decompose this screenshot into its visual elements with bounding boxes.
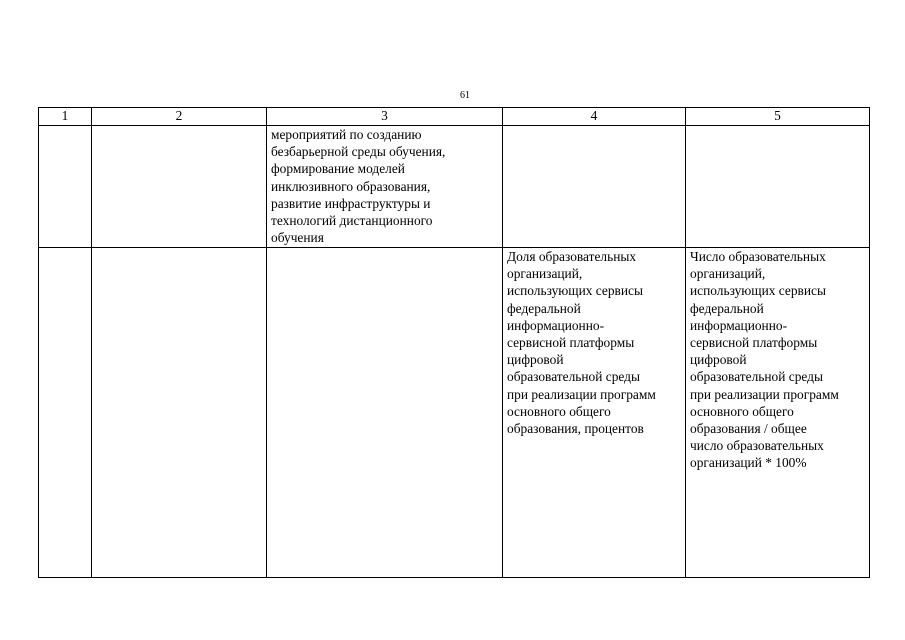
activity-description-continued: мероприятий по созданию безбарьерной среды обучения, формирование моделей инклюзивного образования, развитие инфраструктуры и технологий дистанционного обучения [271, 127, 446, 246]
table-cell [92, 248, 267, 578]
indicator-name: Доля образовательных организаций, использующих сервисы федеральной информационно- сервисной платформы цифровой образовательной среды при реализации программ основного общего образования, процентов [507, 249, 656, 437]
table-header-row [39, 108, 870, 126]
column-number-4: 4 [503, 108, 686, 126]
table-cell [686, 248, 870, 578]
table-row [39, 126, 870, 248]
indicator-table [38, 107, 870, 578]
table-cell [92, 126, 267, 248]
table-cell [503, 126, 686, 248]
column-number-2: 2 [92, 108, 267, 126]
table-cell [686, 126, 870, 248]
table-row [39, 248, 870, 578]
page-number: 61 [460, 90, 470, 101]
column-number-5: 5 [686, 108, 870, 126]
table-cell [267, 248, 503, 578]
column-number-1: 1 [39, 108, 92, 126]
indicator-formula: Число образовательных организаций, использующих сервисы федеральной информационно- сервисной платформы цифровой образовательной среды при реализации программ основного общего образования / общее число образовательных организаций * 100% [690, 249, 839, 471]
table-cell [267, 126, 503, 248]
column-number-3: 3 [267, 108, 503, 126]
table-cell [39, 126, 92, 248]
table-cell [39, 248, 92, 578]
table-cell [503, 248, 686, 578]
